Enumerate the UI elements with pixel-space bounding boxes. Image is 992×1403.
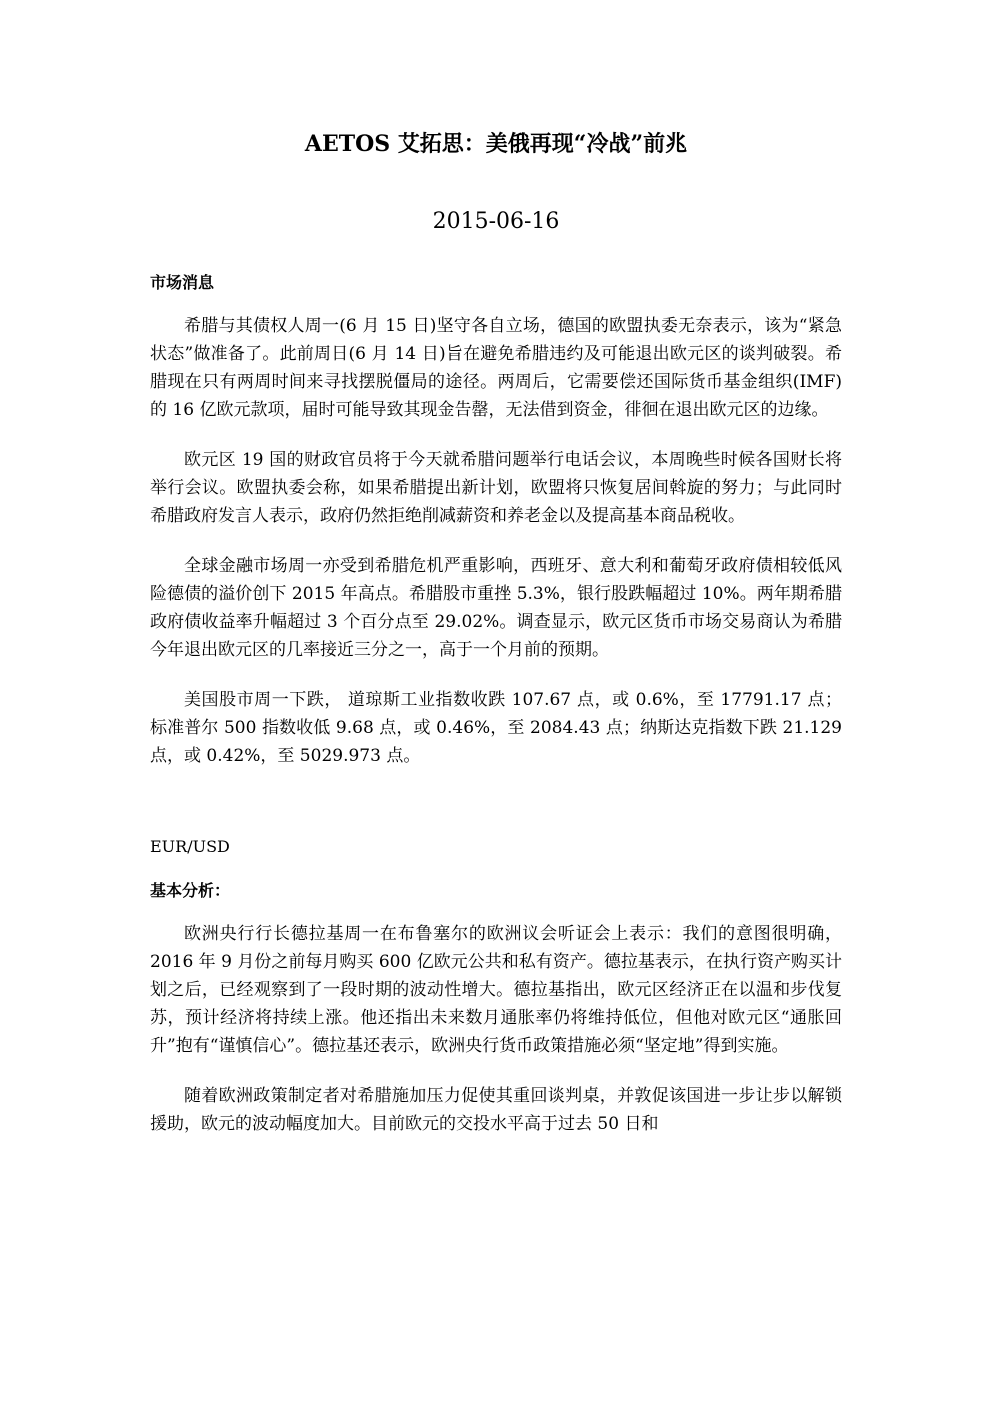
paragraph: 欧洲央行行长德拉基周一在布鲁塞尔的欧洲议会听证会上表示：我们的意图很明确，2016 年 9 月份之前每月购买 600 亿欧元公共和私有资产。德拉基表示，在执行资产购买计划之后，已经观察到了一段时期的波动性增大。德拉基指出，欧元区经济正在以温和步伐复苏，预计经济将持续上涨。他还指出未来数月通胀率仍将维持低位，但他对欧元区“通胀回升”抱有“谨慎信心”。德拉基还表示，欧洲央行货币政策措施必须“坚定地”得到实施。 [150,924,842,1056]
section-heading-market-news: 市场消息 [150,273,215,292]
section-heading-fundamental-analysis: 基本分析： [150,881,231,900]
paragraph: 随着欧洲政策制定者对希腊施加压力促使其重回谈判桌，并敦促该国进一步让步以解锁援助，欧元的波动幅度加大。目前欧元的交投水平高于过去 50 日和 [150,1086,842,1134]
paragraph: 欧元区 19 国的财政官员将于今天就希腊问题举行电话会议，本周晚些时候各国财长将举行会议。欧盟执委会称，如果希腊提出新计划，欧盟将只恢复居间斡旋的努力；与此同时希腊政府发言人表示，政府仍然拒绝削减薪资和养老金以及提高基本商品税收。 [150,450,842,526]
document-date: 2015-06-16 [432,209,560,234]
currency-pair-label: EUR/USD [150,837,230,856]
document-title: AETOS 艾拓思：美俄再现“冷战”前兆 [304,131,688,157]
document-body [150,268,842,1138]
paragraph: 希腊与其债权人周一(6 月 15 日)坚守各自立场，德国的欧盟执委无奈表示，该为“紧急状态”做准备了。此前周日(6 月 14 日)旨在避免希腊违约及可能退出欧元区的谈判破裂。希腊现在只有两周时间来寻找摆脱僵局的途径。两周后，它需要偿还国际货币基金组织(IMF)的 16 亿欧元款项，届时可能导致其现金告罄，无法借到资金，徘徊在退出欧元区的边缘。 [150,316,842,420]
paragraph: 美国股市周一下跌， 道琼斯工业指数收跌 107.67 点，或 0.6%，至 17791.17 点；标准普尔 500 指数收低 9.68 点，或 0.46%，至 2084.43 点；纳斯达克指数下跌 21.129 点，或 0.42%，至 5029.973 点。 [150,690,842,766]
paragraph: 全球金融市场周一亦受到希腊危机严重影响，西班牙、意大利和葡萄牙政府债相较低风险德债的溢价创下 2015 年高点。希腊股市重挫 5.3%，银行股跌幅超过 10%。两年期希腊政府债收益率升幅超过 3 个百分点至 29.02%。调查显示，欧元区货币市场交易商认为希腊今年退出欧元区的几率接近三分之一，高于一个月前的预期。 [150,556,842,660]
